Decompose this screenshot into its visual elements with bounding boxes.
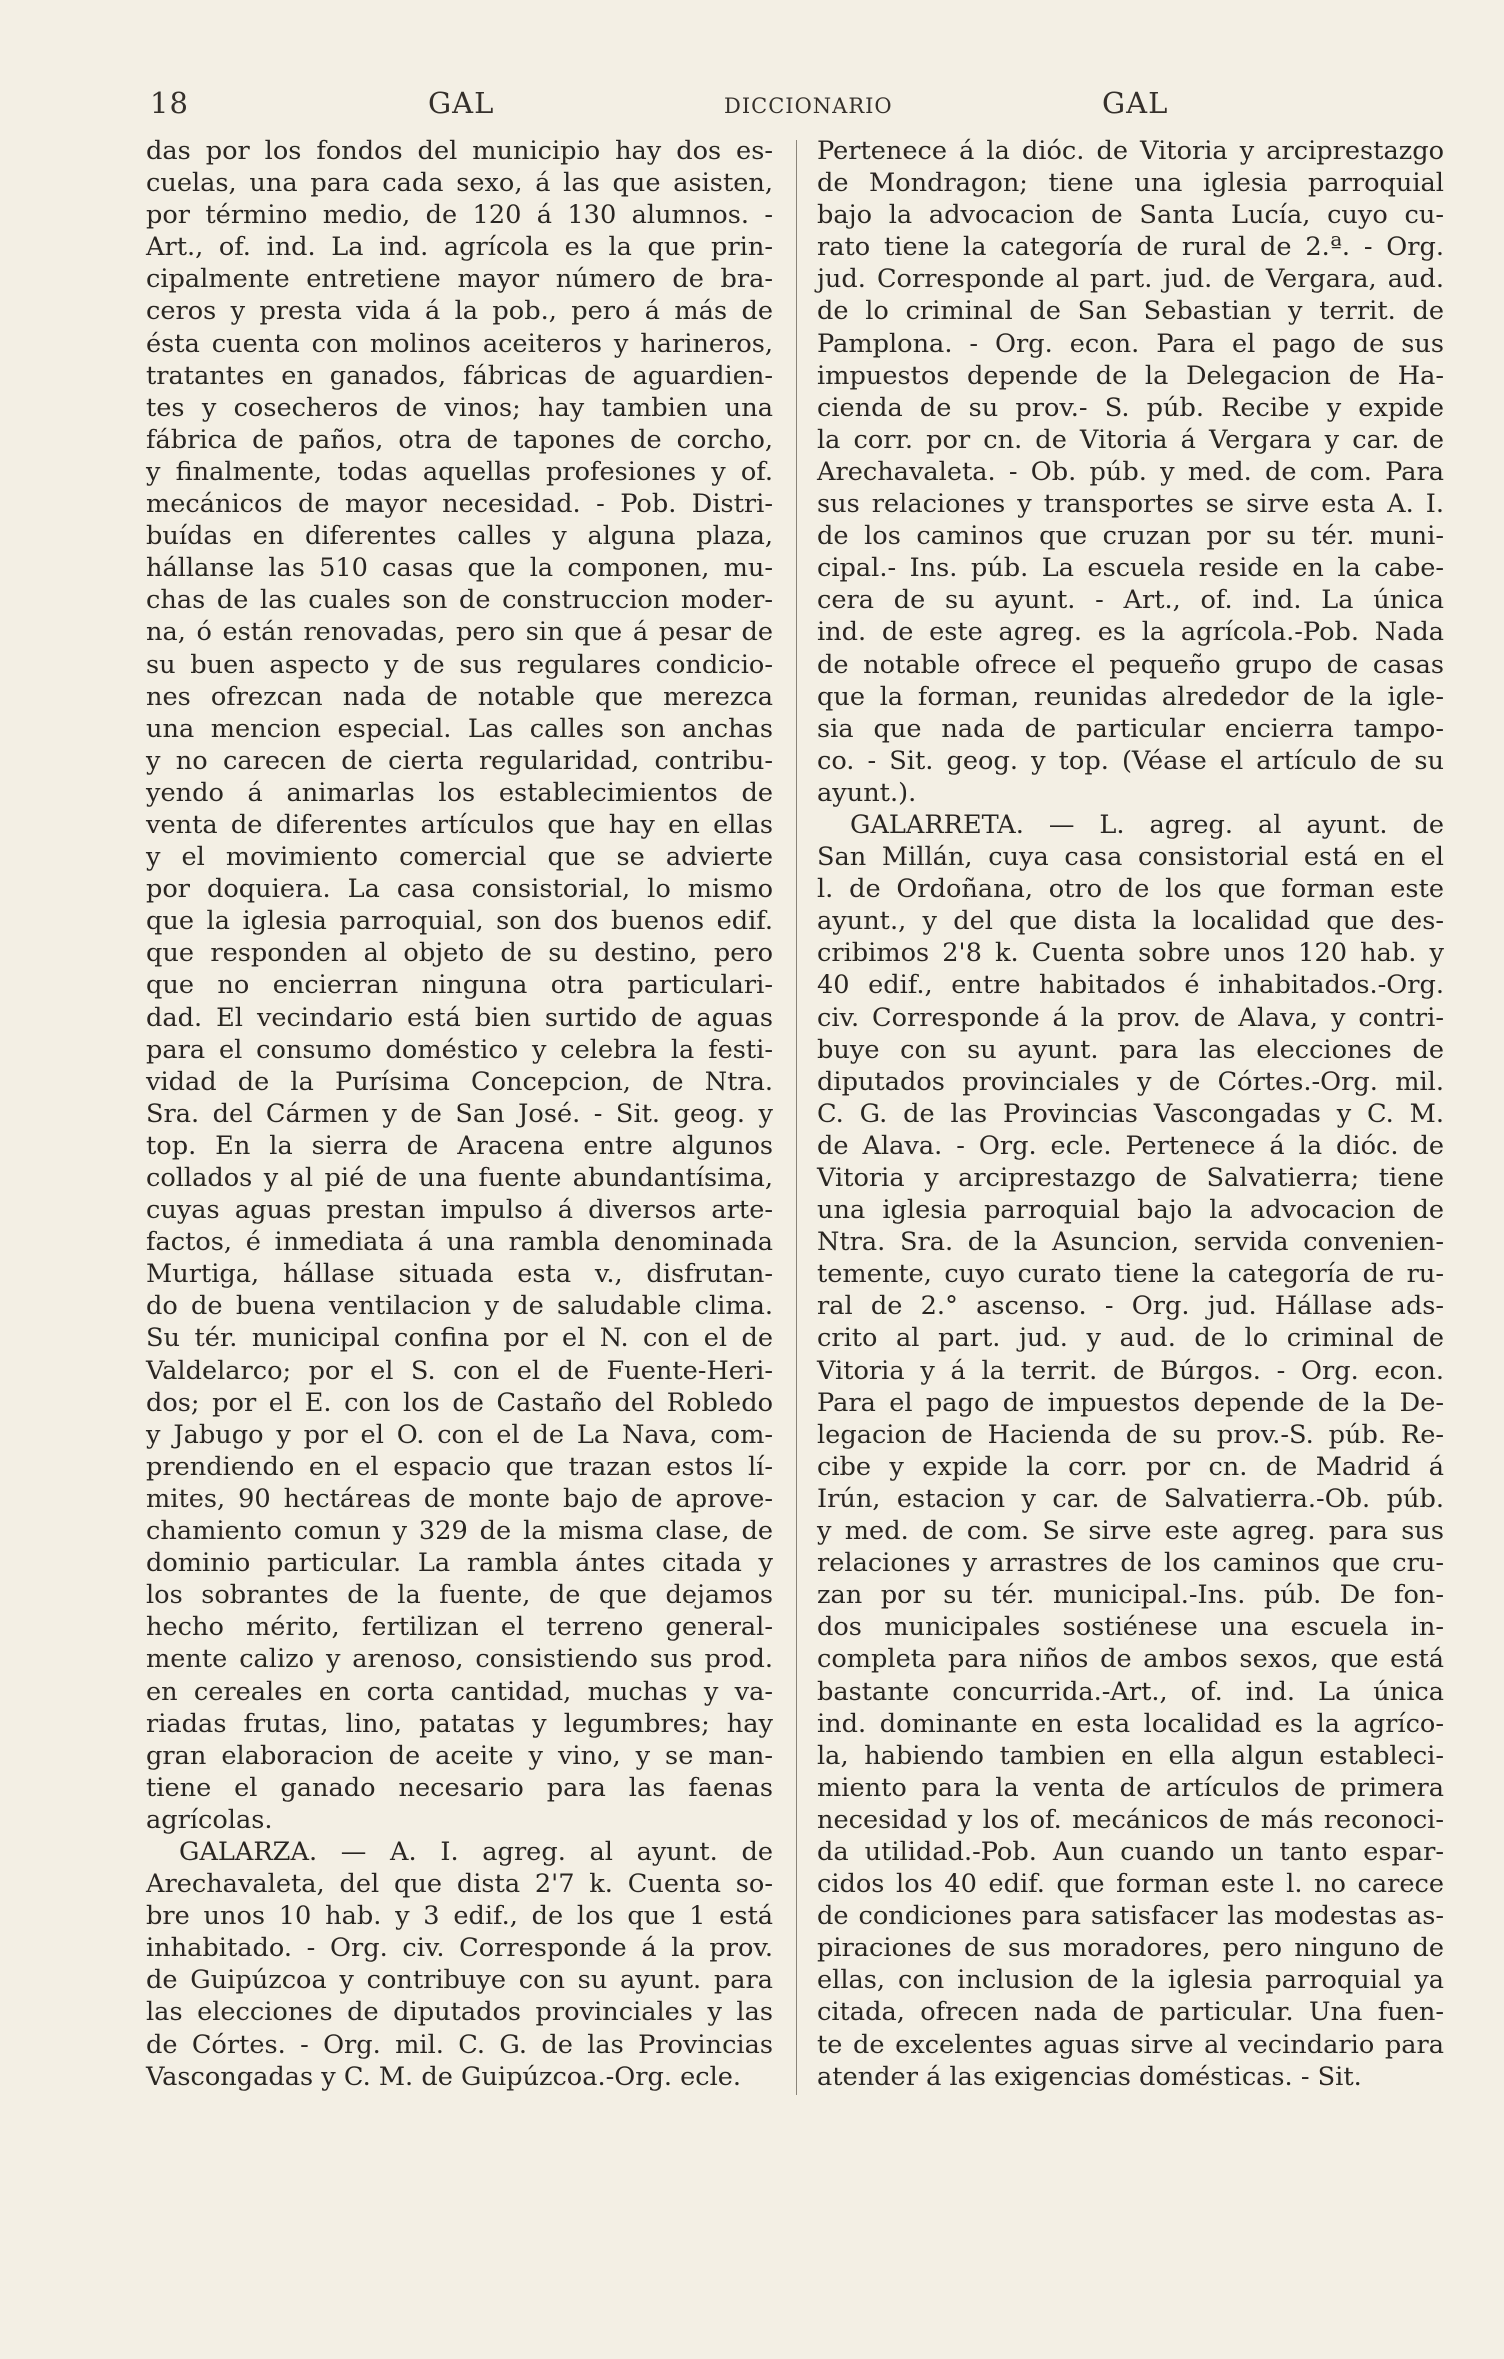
text-line: piraciones de sus moradores, pero ninguno de [817, 1933, 1444, 1964]
right-headword: GAL [1102, 86, 1169, 120]
text-line: necesidad y los of. mecánicos de más reconoci- [817, 1804, 1444, 1835]
text-line: cuyas aguas prestan impulso á diversos arte- [146, 1195, 773, 1226]
text-line: tratantes en ganados, fábricas de aguardien- [146, 360, 773, 391]
text-line: cipalmente entretiene mayor número de bra- [146, 264, 773, 295]
text-line: bajo la advocacion de Santa Lucía, cuyo cu- [817, 200, 1444, 231]
text-line: das por los fondos del municipio hay dos es- [146, 136, 773, 166]
text-line: Ntra. Sra. de la Asuncion, servida convenien- [817, 1227, 1444, 1258]
text-line: rato tiene la categoría de rural de 2.ª. - Org. [817, 232, 1444, 263]
text-line: civ. Corresponde á la prov. de Alava, y contri- [817, 1002, 1444, 1033]
text-line: yendo á animarlas los establecimientos de [146, 777, 773, 808]
text-line: crito al part. jud. y aud. de lo criminal de [817, 1323, 1444, 1354]
text-line: hecho mérito, fertilizan el terreno general- [146, 1612, 773, 1643]
text-line: Su tér. municipal confina por el N. con el de [146, 1323, 773, 1354]
text-line: una iglesia parroquial bajo la advocacion de [817, 1195, 1444, 1226]
text-line: Murtiga, hállase situada esta v., disfrutan- [146, 1259, 773, 1290]
text-line: impuestos depende de la Delegacion de Ha- [817, 360, 1444, 391]
text-line: ésta cuenta con molinos aceiteros y harineros, [146, 328, 773, 359]
text-line: Vascongadas y C. M. de Guipúzcoa.-Org. ecle. [146, 2061, 742, 2092]
text-line: tes y cosecheros de vinos; hay tambien una [146, 392, 773, 423]
text-line: de notable ofrece el pequeño grupo de casas [817, 649, 1444, 680]
text-line: dos; por el E. con los de Castaño del Robledo [146, 1387, 773, 1418]
text-line: por doquiera. La casa consistorial, lo mismo [146, 874, 773, 905]
text-line: gran elaboracion de aceite y vino, y se man- [146, 1740, 773, 1771]
text-line: co. - Sit. geog. y top. (Véase el artículo de su [817, 745, 1444, 776]
running-title: DICCIONARIO [724, 94, 893, 118]
text-line: de condiciones para satisfacer las modestas as- [817, 1901, 1444, 1932]
text-line: ayunt.). [817, 777, 917, 808]
text-line: dominio particular. La rambla ántes citada y [146, 1548, 773, 1579]
text-line: de Mondragon; tiene una iglesia parroquial [817, 168, 1444, 199]
text-line: y no carecen de cierta regularidad, contribu- [146, 745, 773, 776]
text-line: dos municipales sostiénese una escuela in- [817, 1612, 1444, 1643]
text-line: ind. de este agreg. es la agrícola.-Pob. Nada [817, 617, 1444, 648]
text-line: ayunt., y del que dista la localidad que des- [817, 906, 1444, 937]
text-line: GALARZA. — A. I. agreg. al ayunt. de [179, 1836, 773, 1867]
text-line: y med. de com. Se sirve este agreg. para sus [817, 1516, 1444, 1547]
text-line: do de buena ventilacion y de saludable clima. [146, 1291, 773, 1322]
text-line: en cereales en corta cantidad, muchas y va- [146, 1676, 773, 1707]
text-line: completa para niños de ambos sexos, que está [817, 1644, 1444, 1675]
text-line: nes ofrezcan nada de notable que merezca [146, 681, 773, 712]
text-line: su buen aspecto y de sus regulares condicio- [146, 649, 773, 680]
text-line: cuelas, una para cada sexo, á las que asisten, [146, 168, 773, 199]
text-line: collados y al pié de una fuente abundantísima, [146, 1163, 773, 1193]
text-line: Pertenece á la dióc. de Vitoria y arciprestazgo [817, 136, 1444, 166]
text-line: de Córtes. - Org. mil. C. G. de las Provincias [146, 2029, 773, 2060]
text-line: que la iglesia parroquial, son dos buenos edif. [146, 906, 773, 937]
text-line: riadas frutas, lino, patatas y legumbres; hay [146, 1708, 773, 1739]
text-line: hállanse las 510 casas que la componen, mu- [146, 553, 773, 584]
text-line: chamiento comun y 329 de la misma clase, de [146, 1516, 773, 1547]
text-line: para el consumo doméstico y celebra la festi- [146, 1034, 773, 1065]
text-line: buídas en diferentes calles y alguna plaza, [146, 521, 773, 552]
text-line: cera de su ayunt. - Art., of. ind. La única [817, 585, 1444, 616]
text-line: mecánicos de mayor necesidad. - Pob. Distri- [146, 489, 773, 520]
text-line: top. En la sierra de Aracena entre algunos [146, 1130, 773, 1161]
text-line: que la forman, reunidas alrededor de la igle- [817, 681, 1444, 712]
text-line: GALARRETA. — L. agreg. al ayunt. de [850, 809, 1444, 840]
text-line: mente calizo y arenoso, consistiendo sus prod. [146, 1644, 773, 1675]
text-line: relaciones y arrastres de los caminos que cru- [817, 1548, 1444, 1579]
text-line: bre unos 10 hab. y 3 edif., de los que 1 está [146, 1901, 773, 1932]
text-line: diputados provinciales y de Córtes.-Org. mil. [817, 1066, 1444, 1097]
left-column [146, 135, 773, 2093]
text-line: la, habiendo tambien en ella algun estableci- [817, 1740, 1444, 1771]
text-line: bastante concurrida.-Art., of. ind. La única [817, 1676, 1444, 1707]
text-line: la corr. por cn. de Vitoria á Vergara y car. de [817, 424, 1444, 455]
text-line: Arechavaleta. - Ob. púb. y med. de com. Para [817, 456, 1444, 487]
text-line: las elecciones de diputados provinciales y las [146, 1997, 773, 2028]
text-line: buye con su ayunt. para las elecciones de [817, 1034, 1444, 1065]
text-line: sus relaciones y transportes se sirve esta A. I. [817, 489, 1444, 520]
text-line: da utilidad.-Pob. Aun cuando un tanto espar- [817, 1836, 1444, 1867]
text-line: zan por su tér. municipal.-Ins. púb. De fon- [817, 1580, 1444, 1611]
text-line: ral de 2.° ascenso. - Org. jud. Hállase ads- [817, 1291, 1444, 1322]
text-line: ellas, con inclusion de la iglesia parroquial ya [817, 1965, 1444, 1996]
text-line: factos, é inmediata á una rambla denominada [146, 1227, 773, 1258]
text-line: C. G. de las Provincias Vascongadas y C. M. [817, 1098, 1444, 1129]
text-line: que responden al objeto de su destino, pero [146, 938, 773, 969]
text-line: sia que nada de particular encierra tampo- [817, 713, 1444, 744]
text-line: na, ó están renovadas, pero sin que á pesar de [146, 617, 773, 648]
text-line: vidad de la Purísima Concepcion, de Ntra. [146, 1066, 773, 1097]
text-line: atender á las exigencias domésticas. - Sit. [817, 2061, 1362, 2092]
text-line: Vitoria y arciprestazgo de Salvatierra; tiene [817, 1163, 1444, 1193]
text-line: cipal.- Ins. púb. La escuela reside en la cabe- [817, 553, 1444, 584]
text-line: y el movimiento comercial que se advierte [146, 842, 773, 873]
text-line: cibe y expide la corr. por cn. de Madrid á [817, 1451, 1444, 1482]
text-line: por término medio, de 120 á 130 alumnos. - [146, 200, 773, 231]
text-line: Valdelarco; por el S. con el de Fuente-Heri- [146, 1355, 773, 1386]
left-headword: GAL [428, 86, 495, 120]
text-line: fábrica de paños, otra de tapones de corcho, [146, 424, 773, 455]
text-line: ceros y presta vida á la pob., pero á más de [146, 296, 773, 327]
text-line: Vitoria y á la territ. de Búrgos. - Org. econ. [817, 1355, 1444, 1386]
text-line: Pamplona. - Org. econ. Para el pago de sus [817, 328, 1444, 359]
text-line: jud. Corresponde al part. jud. de Vergara, aud. [817, 264, 1444, 295]
text-line: tiene el ganado necesario para las faenas [146, 1772, 773, 1803]
text-line: chas de las cuales son de construccion moder- [146, 585, 773, 616]
text-line: y Jabugo y por el O. con el de La Nava, com- [146, 1419, 773, 1450]
text-line: y finalmente, todas aquellas profesiones y of. [146, 456, 773, 487]
text-line: cidos los 40 edif. que forman este l. no carece [817, 1869, 1444, 1900]
text-line: prendiendo en el espacio que trazan estos lí- [146, 1451, 773, 1482]
text-line: Sra. del Cármen y de San José. - Sit. geog. y [146, 1098, 773, 1129]
text-line: legacion de Hacienda de su prov.-S. púb. Re- [817, 1419, 1444, 1450]
text-line: inhabitado. - Org. civ. Corresponde á la prov. [146, 1933, 773, 1964]
text-line: Para el pago de impuestos depende de la De- [817, 1387, 1444, 1418]
text-line: una mencion especial. Las calles son anchas [146, 713, 773, 744]
text-line: l. de Ordoñana, otro de los que forman este [817, 874, 1444, 905]
text-line: de Alava. - Org. ecle. Pertenece á la dióc. de [817, 1130, 1444, 1161]
text-line: 40 edif., entre habitados é inhabitados.-Org. [817, 970, 1444, 1001]
right-column [817, 135, 1444, 2093]
text-line: venta de diferentes artículos que hay en ellas [146, 809, 773, 840]
text-line: San Millán, cuya casa consistorial está en el [817, 842, 1444, 873]
text-line: de lo criminal de San Sebastian y territ. de [817, 296, 1444, 327]
text-line: dad. El vecindario está bien surtido de aguas [146, 1002, 773, 1033]
text-line: Arechavaleta, del que dista 2'7 k. Cuenta so- [146, 1869, 773, 1900]
text-line: de Guipúzcoa y contribuye con su ayunt. para [146, 1965, 773, 1996]
text-line: de los caminos que cruzan por su tér. muni- [817, 521, 1444, 552]
text-line: te de excelentes aguas sirve al vecindario para [817, 2029, 1444, 2060]
text-line: agrícolas. [146, 1804, 273, 1835]
text-line: Art., of. ind. La ind. agrícola es la que prin- [146, 232, 773, 263]
text-line: Irún, estacion y car. de Salvatierra.-Ob. púb. [817, 1483, 1444, 1514]
column-divider [796, 140, 797, 2095]
text-line: temente, cuyo curato tiene la categoría de ru- [817, 1259, 1444, 1290]
text-line: citada, ofrecen nada de particular. Una fuen- [817, 1997, 1444, 2028]
text-line: miento para la venta de artículos de primera [817, 1772, 1444, 1803]
text-line: cribimos 2'8 k. Cuenta sobre unos 120 hab. y [817, 938, 1444, 969]
text-line: que no encierran ninguna otra particulari- [146, 970, 773, 1001]
text-line: mites, 90 hectáreas de monte bajo de aprove- [146, 1483, 773, 1514]
page-number: 18 [150, 86, 189, 120]
text-line: los sobrantes de la fuente, de que dejamos [146, 1580, 773, 1611]
text-line: cienda de su prov.- S. púb. Recibe y expide [817, 392, 1444, 423]
text-line: ind. dominante en esta localidad es la agríco- [817, 1708, 1444, 1739]
